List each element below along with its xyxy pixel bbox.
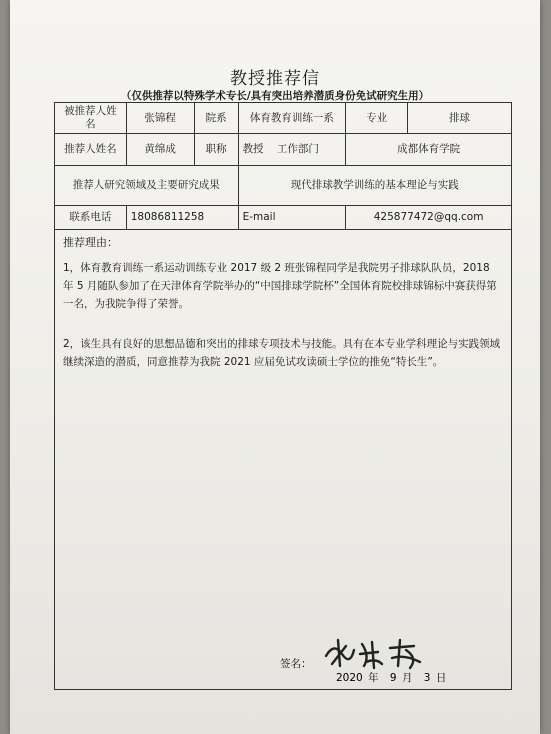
handwritten-signature	[320, 636, 430, 672]
signature-label: 签名：	[280, 658, 312, 670]
table-row	[55, 166, 512, 206]
department-label: 院系	[194, 103, 238, 134]
table-row	[55, 206, 512, 230]
title-text: 教授	[242, 143, 264, 155]
unit-label: 工作部门	[276, 143, 319, 155]
reason-title: 推荐理由：	[63, 236, 118, 249]
table-row	[55, 134, 512, 166]
reason-cell	[55, 230, 512, 690]
reason-paragraph-2: 2，该生具有良好的思想品德和突出的排球专项技术与技能。具有在本专业学科理论与实践领域继续深造的潜质，同意推荐为我院 2021 应届免试攻读硕士学位的推免“特长生”。	[63, 338, 501, 368]
reason-paragraph-1: 1，体育教育训练一系运动训练专业 2017 级 2 班张锦程同学是我院男子排球队队员，2018 年 5 月随队参加了在天津体育学院举办的“中国排球学院杯”全国体育院校排球锦标中赛获得第一名，为我院争得了荣誉。	[63, 262, 497, 310]
unit-value: 成都体育学院	[346, 134, 512, 166]
date-year-unit: 年	[368, 672, 379, 684]
date-day: 3	[423, 672, 431, 684]
table-row	[55, 103, 512, 134]
date-month: 9	[389, 672, 397, 684]
date-month-unit: 月	[401, 672, 413, 684]
phone-label: 联系电话	[55, 206, 127, 230]
email-value: 425877472@qq.com	[346, 206, 512, 230]
research-field-value: 现代排球教学训练的基本理论与实践	[238, 166, 511, 206]
recommendation-form-table	[54, 102, 512, 690]
date-year: 2020	[336, 672, 363, 684]
signature-block	[280, 640, 500, 690]
title-value	[238, 134, 346, 166]
date-day-unit: 日	[435, 672, 447, 684]
recommender-name-label: 推荐人姓名	[55, 134, 127, 166]
table-row	[55, 230, 512, 690]
phone-value: 18086811258	[126, 206, 238, 230]
major-label: 专业	[346, 103, 408, 134]
recommender-name: 黄绵成	[126, 134, 194, 166]
title-label: 职称	[194, 134, 238, 166]
page-title: 教授推荐信	[230, 69, 320, 89]
document-sheet	[10, 0, 540, 734]
nominee-name: 张锦程	[126, 103, 194, 134]
page-subtitle: （仅供推荐以特殊学术专长/具有突出培养潜质身份免试研究生用）	[120, 90, 430, 102]
email-label: E-mail	[238, 206, 346, 230]
nominee-name-label: 被推荐人姓名	[55, 103, 127, 134]
signature-date	[336, 670, 448, 685]
department-value: 体育教育训练一系	[238, 103, 346, 134]
major-value: 排球	[408, 103, 512, 134]
research-field-label: 推荐人研究领域及主要研究成果	[55, 166, 239, 206]
